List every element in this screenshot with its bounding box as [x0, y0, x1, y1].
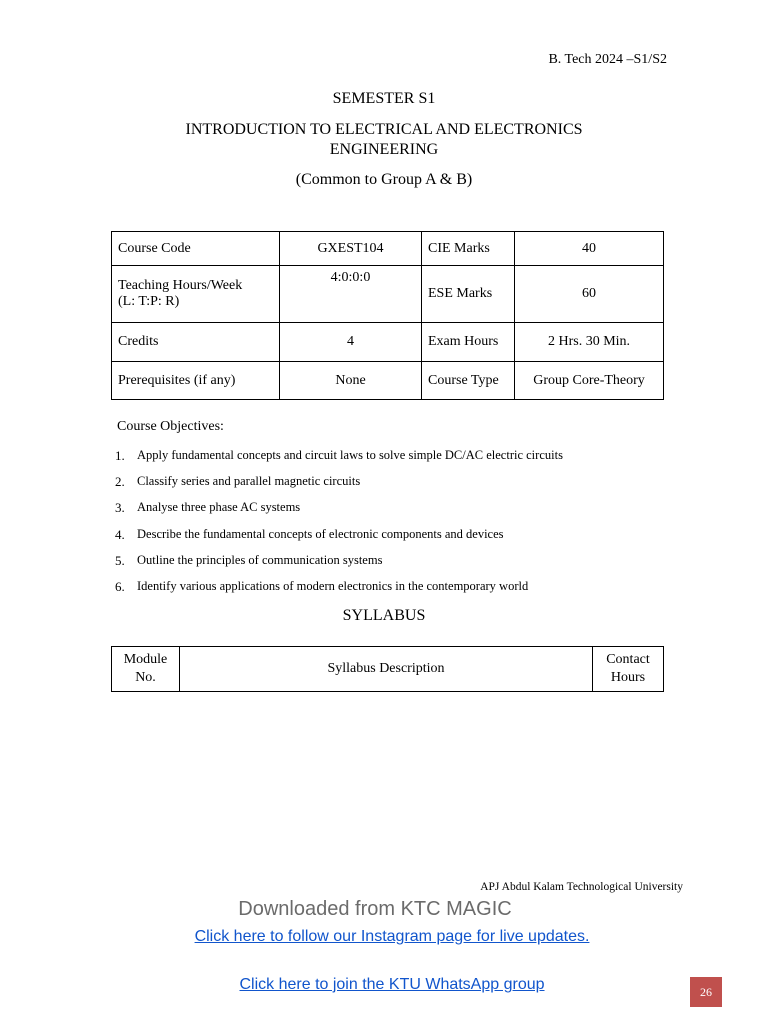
objectives-list: [115, 448, 675, 605]
hours-label-line-1: Teaching Hours/Week: [118, 278, 243, 293]
exam-value: 2 Hrs. 30 Min.: [515, 323, 664, 362]
list-item: [115, 579, 675, 605]
syllabus-table: [111, 646, 664, 692]
list-item: [115, 527, 675, 553]
hours-label-line-2: (L: T:P: R): [118, 294, 180, 309]
code-value: GXEST104: [280, 232, 422, 266]
cie-value: 40: [515, 232, 664, 266]
university-name: APJ Abdul Kalam Technological University: [480, 881, 683, 893]
objective-number: 5.: [115, 552, 125, 568]
course-title: [0, 120, 768, 160]
code-label: Course Code: [112, 232, 280, 266]
list-item: [115, 474, 675, 500]
objective-number: 1.: [115, 448, 125, 463]
table-row: [112, 232, 664, 266]
exam-label: Exam Hours: [422, 323, 515, 362]
ese-label: ESE Marks: [422, 266, 515, 323]
objective-text: Classify series and parallel magnetic circuits: [137, 474, 361, 489]
instagram-link[interactable]: Click here to follow our Instagram page for live updates.: [194, 928, 590, 945]
list-item: [115, 553, 675, 579]
hours-value: 4:0:0:0: [280, 266, 422, 323]
prereq-label: Prerequisites (if any): [112, 362, 280, 400]
table-row: [112, 647, 664, 692]
table-row: [112, 362, 664, 400]
module-header-line-1: Module: [123, 652, 168, 667]
objective-number: 2.: [115, 474, 125, 490]
course-title-line-1: INTRODUCTION TO ELECTRICAL AND ELECTRONICS: [185, 121, 583, 138]
downloaded-notice: Downloaded from KTC MAGIC: [238, 898, 512, 920]
course-title-line-2: ENGINEERING: [329, 141, 439, 158]
objective-text: Apply fundamental concepts and circuit laws to solve simple DC/AC electric circuits: [137, 448, 563, 462]
semester-heading: SEMESTER S1: [332, 90, 436, 107]
credits-label: Credits: [112, 323, 280, 362]
contact-header-line-1: Contact: [606, 652, 650, 667]
module-header: [112, 647, 180, 692]
table-row: [112, 323, 664, 362]
ese-value: 60: [515, 266, 664, 323]
objective-number: 4.: [115, 526, 125, 542]
objective-number: 6.: [115, 578, 125, 594]
contact-header-line-2: Hours: [610, 670, 646, 685]
objective-text: Identify various applications of modern electronics in the contemporary world: [137, 578, 529, 593]
type-label: Course Type: [422, 362, 515, 400]
type-value: Group Core-Theory: [515, 362, 664, 400]
list-item: [115, 500, 675, 526]
prereq-value: None: [280, 362, 422, 400]
objective-text: Analyse three phase AC systems: [137, 500, 301, 515]
header-batch: B. Tech 2024 –S1/S2: [548, 52, 667, 67]
credits-value: 4: [280, 323, 422, 362]
hours-label: [112, 266, 280, 323]
cie-label: CIE Marks: [422, 232, 515, 266]
list-item: [115, 448, 675, 474]
contact-hours-header: [593, 647, 664, 692]
module-header-line-2: No.: [135, 670, 156, 685]
common-note: (Common to Group A & B): [295, 171, 473, 188]
objective-text: Outline the principles of communication systems: [137, 552, 383, 567]
description-header: Syllabus Description: [180, 647, 593, 692]
objective-number: 3.: [115, 500, 125, 516]
whatsapp-link[interactable]: Click here to join the KTU WhatsApp group: [239, 976, 545, 993]
objective-text: Describe the fundamental concepts of electronic components and devices: [137, 526, 504, 541]
syllabus-heading: SYLLABUS: [342, 607, 426, 624]
objectives-heading: Course Objectives:: [117, 419, 224, 434]
page-number-badge: 26: [690, 977, 722, 1007]
course-info-table: [111, 231, 664, 400]
table-row: [112, 266, 664, 323]
